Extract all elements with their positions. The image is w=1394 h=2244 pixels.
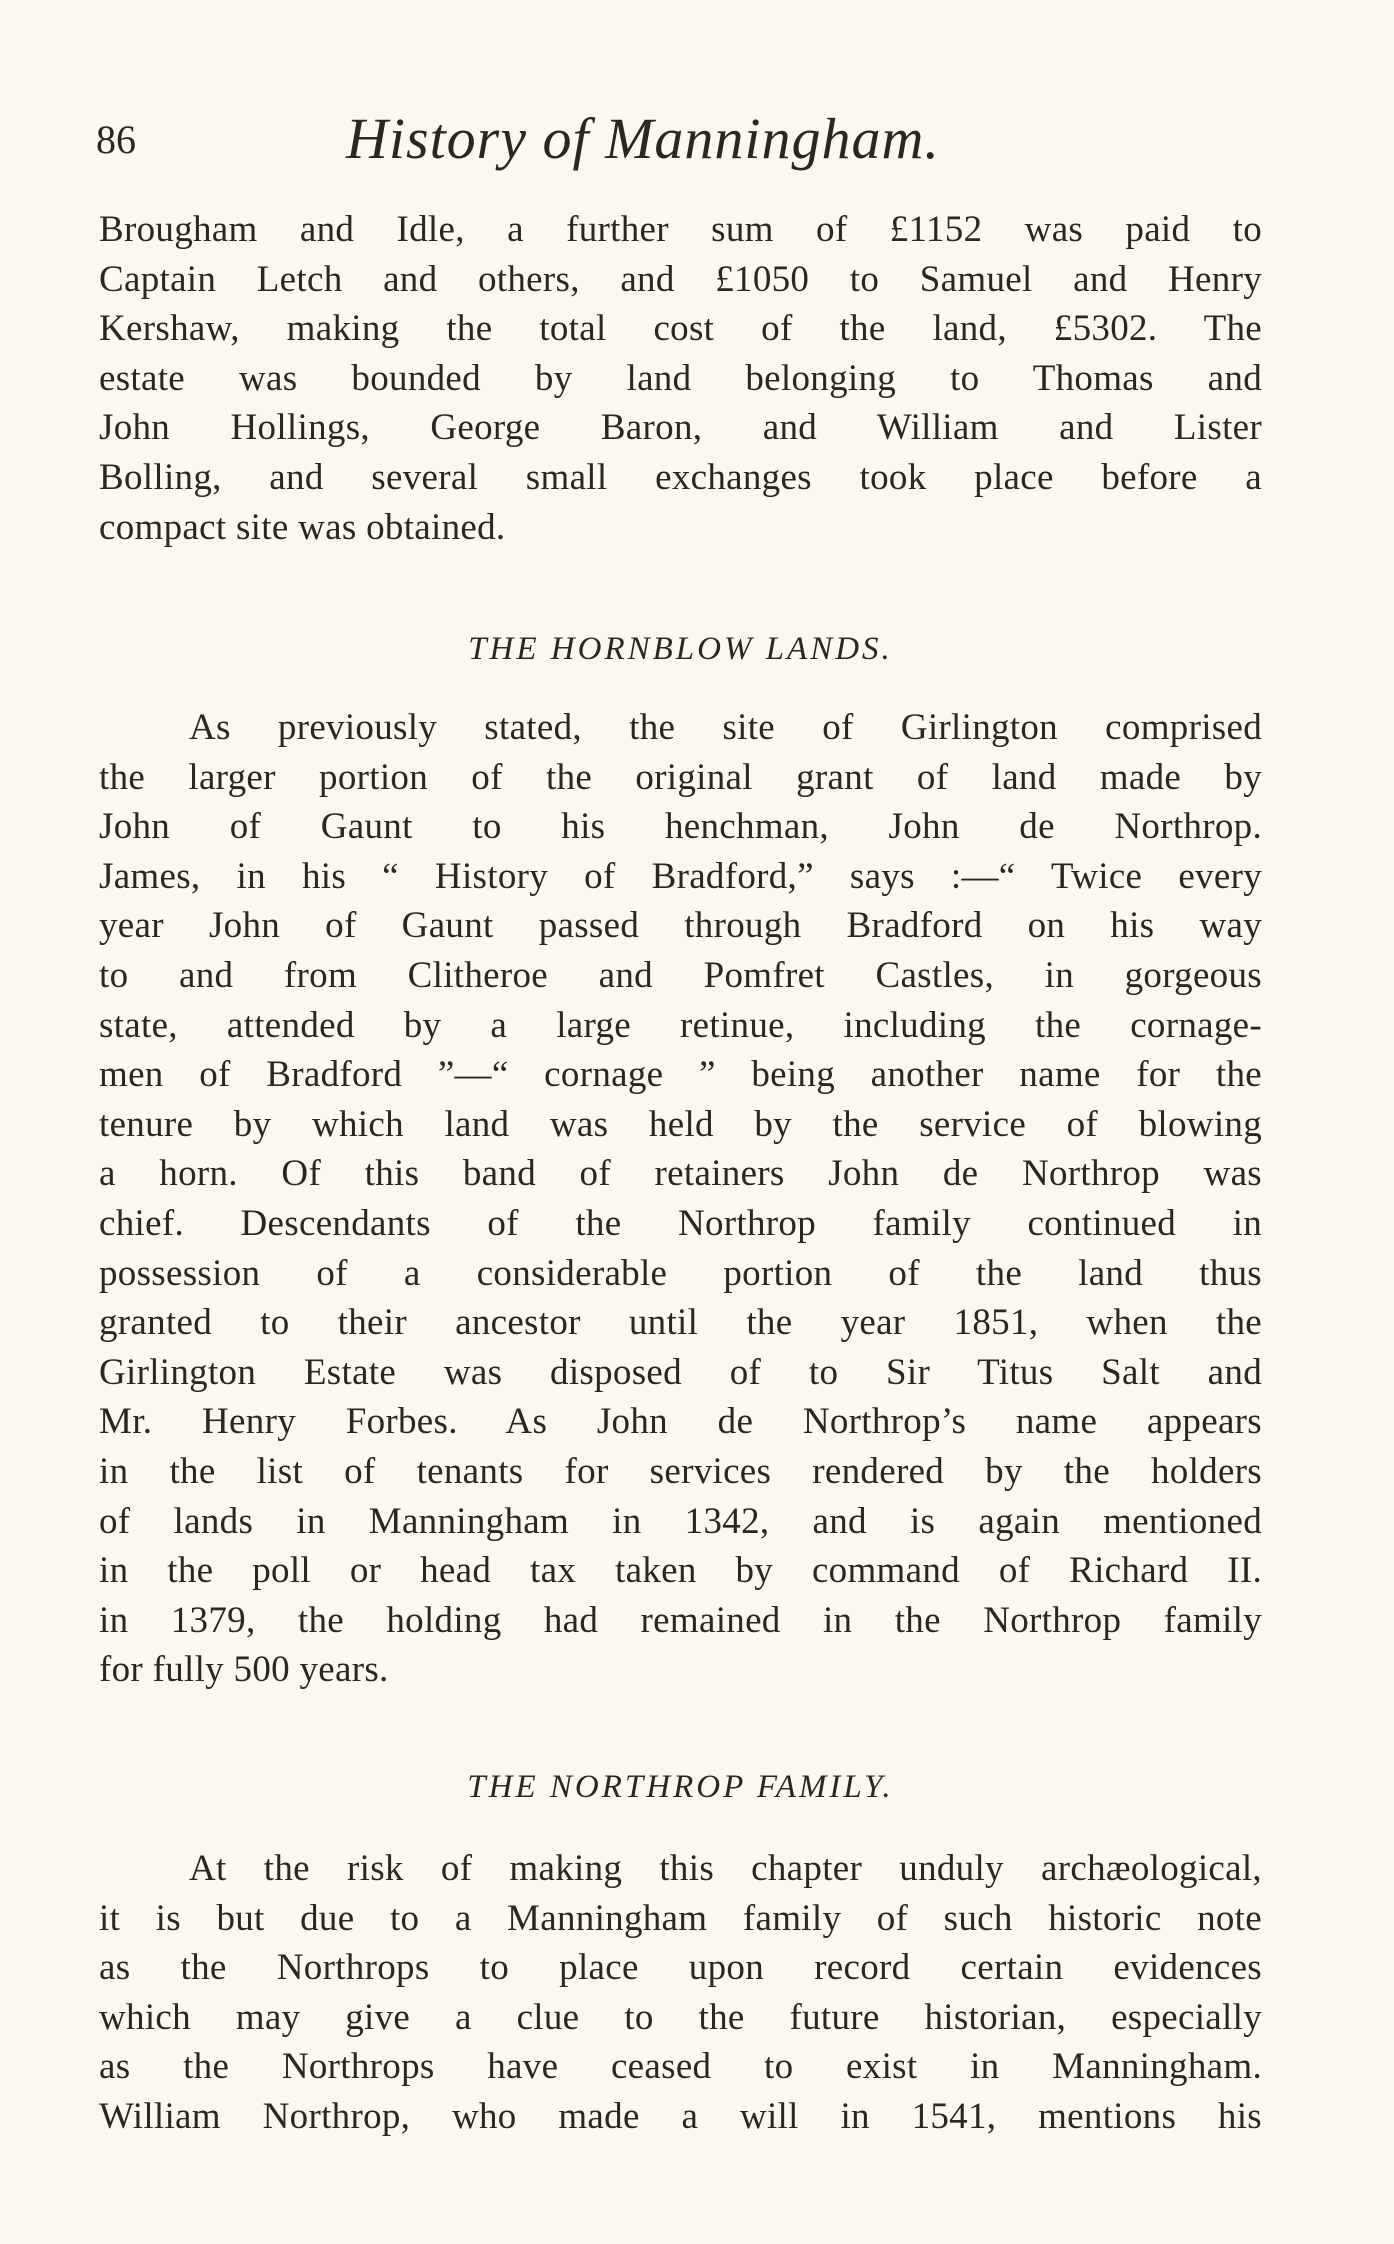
text-line: of lands in Manningham in 1342, and is again mentioned	[99, 1500, 1262, 1542]
text-line: in the poll or head tax taken by command of Richard II.	[99, 1550, 1262, 1592]
text-line: James, in his “ History of Bradford,” says :—“ Twice every	[99, 855, 1262, 897]
text-line: John Hollings, George Baron, and William and Lister	[99, 407, 1262, 449]
text-line: possession of a considerable portion of the land thus	[99, 1252, 1262, 1294]
text-line: as the Northrops to place upon record certain evidences	[99, 1947, 1262, 1989]
text-line: Girlington Estate was disposed of to Sir Titus Salt and	[99, 1351, 1262, 1393]
text-line: William Northrop, who made a will in 1541, mentions his	[99, 2095, 1262, 2137]
text-line: men of Bradford ”—“ cornage ” being another name for the	[99, 1054, 1262, 1096]
text-line: to and from Clitheroe and Pomfret Castles, in gorgeous	[99, 954, 1262, 996]
text-line: tenure by which land was held by the service of blowing	[99, 1103, 1262, 1145]
text-line: as the Northrops have ceased to exist in Manningham.	[99, 2046, 1262, 2088]
running-head	[96, 104, 1262, 174]
text-line: John of Gaunt to his henchman, John de Northrop.	[99, 806, 1262, 848]
text-line: granted to their ancestor until the year 1851, when the	[99, 1302, 1262, 1344]
text-line: Captain Letch and others, and £1050 to Samuel and Henry	[99, 258, 1262, 300]
text-line: state, attended by a large retinue, including the cornage-	[99, 1004, 1262, 1046]
text-line: for fully 500 years.	[99, 1649, 389, 1691]
text-line: Bolling, and several small exchanges took place before a	[99, 456, 1262, 498]
text-line: Kershaw, making the total cost of the land, £5302. The	[99, 308, 1262, 350]
text-line: Brougham and Idle, a further sum of £1152 was paid to	[99, 209, 1262, 250]
page-number: 86	[96, 117, 136, 162]
text-line: Mr. Henry Forbes. As John de Northrop’s name appears	[99, 1401, 1262, 1443]
text-line: a horn. Of this band of retainers John de Northrop was	[99, 1153, 1262, 1195]
text-line: year John of Gaunt passed through Bradford on his way	[99, 905, 1262, 947]
paragraph-1	[99, 205, 1262, 552]
section-heading-hornblow-lands: THE HORNBLOW LANDS.	[468, 631, 893, 667]
text-line: which may give a clue to the future historian, especially	[99, 1996, 1262, 2038]
text-line: it is but due to a Manningham family of such historic note	[99, 1897, 1262, 1939]
text-line: in the list of tenants for services rendered by the holders	[99, 1450, 1262, 1492]
text-line: As previously stated, the site of Girlington comprised	[189, 707, 1262, 748]
text-line: in 1379, the holding had remained in the Northrop family	[99, 1599, 1262, 1641]
paragraph-3	[99, 1844, 1262, 2142]
text-line: compact site was obtained.	[99, 506, 506, 548]
text-line: chief. Descendants of the Northrop family continued in	[99, 1202, 1262, 1244]
text-line: the larger portion of the original grant of land made by	[99, 756, 1262, 798]
running-title: History of Manningham.	[346, 106, 940, 171]
paragraph-2	[99, 703, 1262, 1695]
section-heading-northrop-family: THE NORTHROP FAMILY.	[467, 1769, 894, 1805]
text-line: At the risk of making this chapter unduly archæological,	[189, 1848, 1262, 1889]
text-line: estate was bounded by land belonging to Thomas and	[99, 357, 1262, 399]
